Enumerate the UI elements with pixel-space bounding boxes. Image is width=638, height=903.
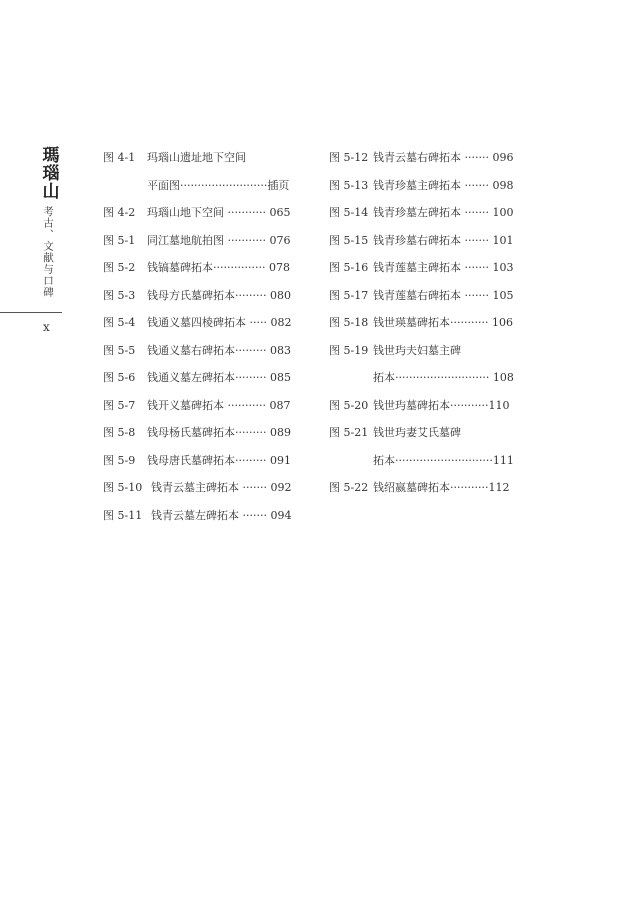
figure-number: 图 5-13 [329,178,369,192]
figure-entry [329,316,529,344]
figure-entry [103,399,303,427]
figure-title: 平面图·························插页 [147,178,290,192]
figure-number: 图 5-20 [329,398,369,412]
figure-entry [329,454,529,482]
figure-title: 钱青珍墓主碑拓本 ······· 098 [373,178,514,192]
figure-entry [103,289,303,317]
figure-entry [103,261,303,289]
figure-title: 钱青莲墓右碑拓本 ······· 105 [373,288,514,302]
figure-entry [103,454,303,482]
figure-entry [329,206,529,234]
figure-number: 图 5-5 [103,343,136,357]
figure-number: 图 5-18 [329,316,369,329]
book-subtitle: 考古、文献与口碑 [42,206,54,298]
figure-number: 图 5-7 [103,398,136,412]
figure-title: 钱通义墓右碑拓本········· 083 [147,343,291,357]
figure-title: 钱母方氏墓碑拓本········· 080 [147,288,291,302]
figure-entry [329,151,529,179]
figure-entry [329,481,529,509]
figure-entry [103,179,303,207]
figure-number: 图 5-8 [103,426,136,439]
figure-entry [103,371,303,399]
figure-number: 图 4-2 [103,206,136,219]
figure-number: 图 5-9 [103,453,136,467]
figure-title: 钱母杨氏墓碑拓本········· 089 [147,426,291,439]
figure-title: 钱青珍墓左碑拓本 ······· 100 [373,206,514,219]
figure-title: 钱母唐氏墓碑拓本········· 091 [147,453,291,467]
figure-entry [329,234,529,262]
figure-number: 图 5-3 [103,288,136,302]
figure-title: 钱世玙夫妇墓主碑 [373,343,461,357]
figure-number: 图 5-12 [329,151,369,164]
book-logo: 瑪瑙山 [38,146,59,200]
figure-entry [329,179,529,207]
figure-number: 图 5-14 [329,206,369,219]
figure-number: 图 5-17 [329,288,369,302]
figure-title: 钱世瑛墓碑拓本··········· 106 [373,316,513,329]
figure-entry [329,371,529,399]
figure-title: 玛瑙山地下空间 ··········· 065 [147,206,291,219]
figure-entry [103,234,303,262]
figure-number: 图 5-15 [329,233,369,247]
sidebar-divider [0,312,62,313]
figure-title: 钱通义墓左碑拓本········· 085 [147,371,291,384]
figure-entry [329,399,529,427]
figure-entry [103,151,303,179]
figure-number: 图 5-11 [103,508,143,522]
figure-entry [103,206,303,234]
figure-list-left-column [103,151,303,536]
figure-entry [329,426,529,454]
figure-number: 图 5-1 [103,233,136,247]
figure-title: 同江墓地航拍图 ··········· 076 [147,233,291,247]
figure-title: 钱绍嬴墓碑拓本···········112 [373,481,510,494]
figure-number: 图 5-16 [329,261,369,274]
figure-title: 钱开义墓碑拓本 ··········· 087 [147,398,291,412]
figure-title: 拓本··························· 108 [373,371,514,384]
figure-entry [103,509,303,537]
figure-number: 图 5-22 [329,481,369,494]
figure-title: 玛瑙山遗址地下空间 [147,151,246,164]
figure-number: 图 5-2 [103,261,136,274]
figure-number: 图 5-21 [329,426,369,439]
figure-title: 钱青莲墓主碑拓本 ······· 103 [373,261,514,274]
figure-number: 图 5-4 [103,316,136,329]
figure-title: 钱青云墓左碑拓本 ······· 094 [151,508,292,522]
figure-entry [103,481,303,509]
figure-title: 钱青珍墓右碑拓本 ······· 101 [373,233,514,247]
figure-entry [103,344,303,372]
figure-title: 钱通义墓四棱碑拓本 ····· 082 [147,316,292,329]
figure-title: 钱青云墓右碑拓本 ······· 096 [373,151,514,164]
figure-number: 图 5-10 [103,481,143,494]
page-number: x [43,320,50,334]
figure-number: 图 4-1 [103,151,136,164]
figure-number: 图 5-19 [329,343,369,357]
figure-title: 钱青云墓主碑拓本 ······· 092 [151,481,292,494]
figure-title: 钱世玙墓碑拓本···········110 [373,398,510,412]
figure-entry [103,426,303,454]
figure-number: 图 5-6 [103,371,136,384]
figure-title: 钱镐墓碑拓本··············· 078 [147,261,290,274]
figure-entry [329,344,529,372]
figure-entry [329,289,529,317]
sidebar [33,146,63,298]
figure-list-right-column [329,151,529,509]
figure-entry [103,316,303,344]
figure-entry [329,261,529,289]
figure-title: 拓本····························111 [373,453,514,467]
figure-title: 钱世玙妻艾氏墓碑 [373,426,461,439]
